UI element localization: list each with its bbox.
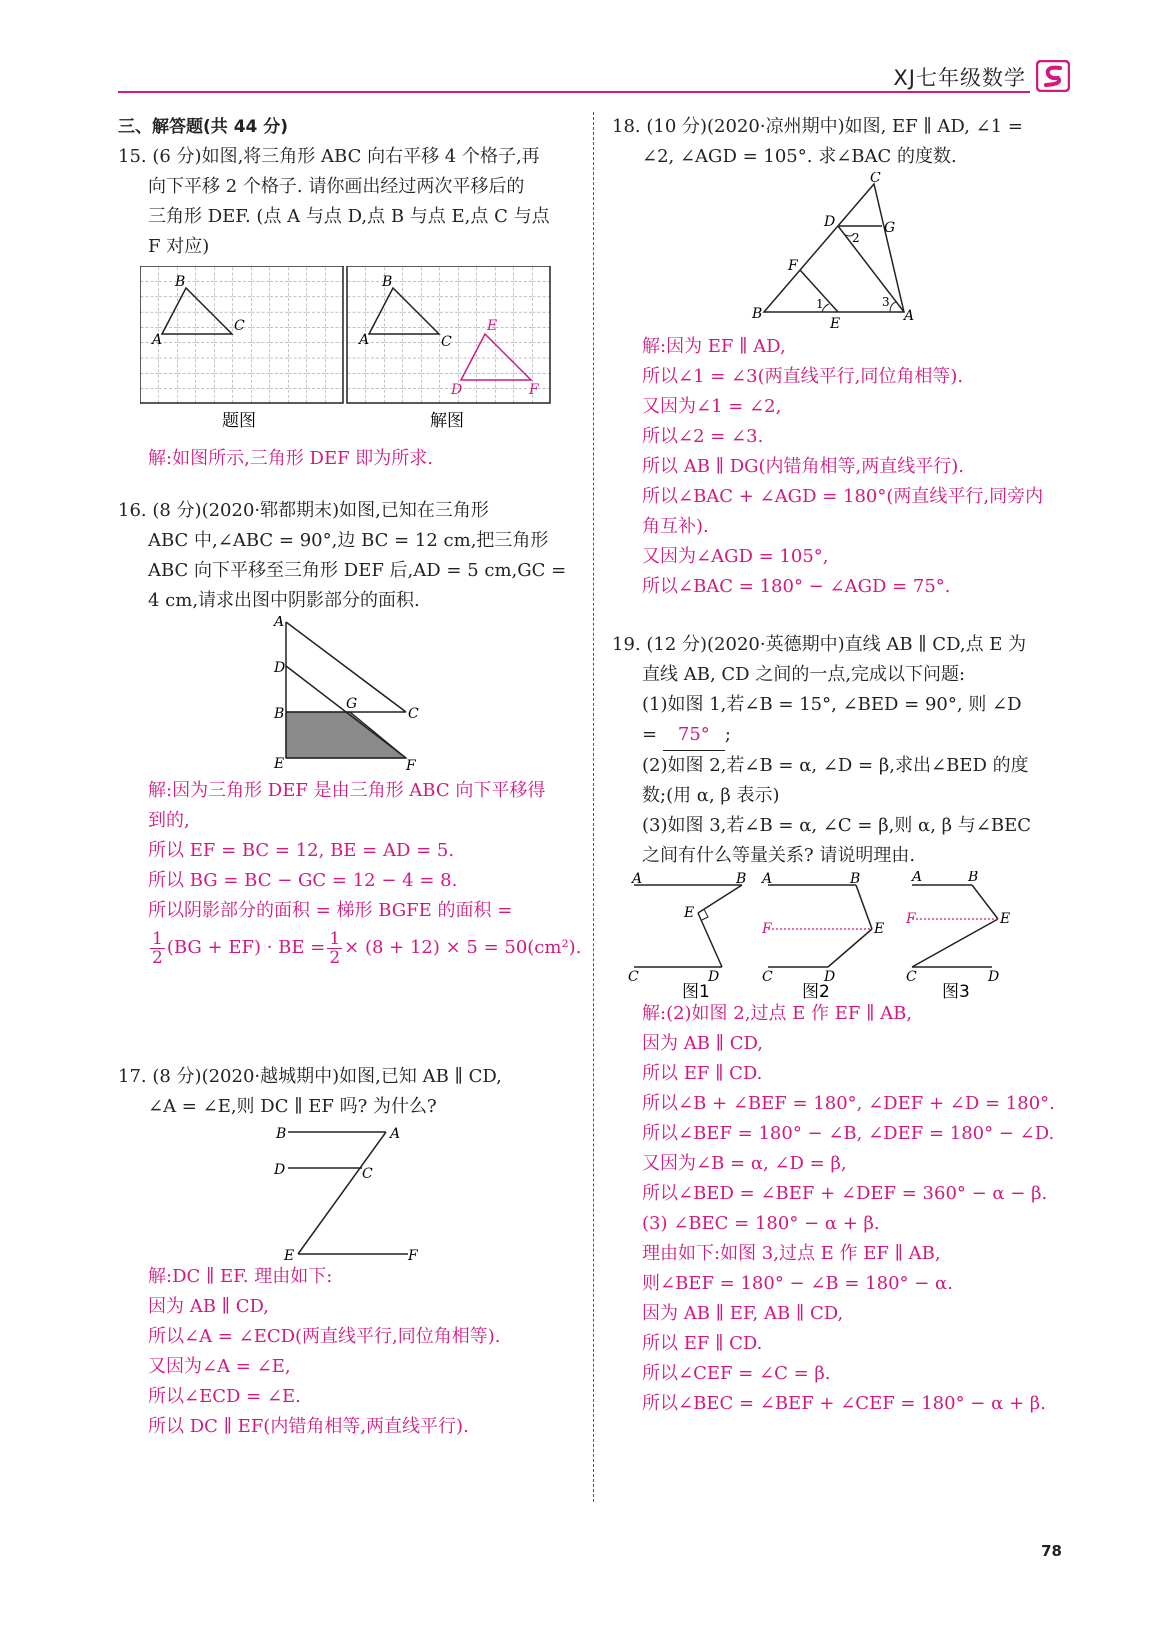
label-e: E: [274, 756, 285, 772]
q18-line: 18. (10 分)(2020·凉州期中)如图, EF ∥ AD, ∠1 =: [612, 116, 1023, 137]
fraction: $\frac{1}{2}$: [329, 928, 341, 968]
q16-line: 16. (8 分)(2020·郓都期末)如图,已知在三角形: [118, 500, 489, 521]
label-d: D: [824, 214, 836, 230]
question-15: [118, 142, 578, 474]
q19-line: (3)如图 3,若∠B = α, ∠C = β,则 α, β 与∠BEC: [642, 815, 1032, 836]
q15-solution-grid: [347, 266, 550, 403]
q16-answer-line: 到的,: [148, 810, 190, 831]
label-c: C: [234, 318, 245, 334]
q16-answer-final: $\frac{1}{2}$ (BG + EF) · BE = $\frac{1}{2}$ × (8 + 12) × 5 = 50(cm²).: [152, 928, 582, 968]
q18-figure: [612, 172, 1077, 332]
q18-answer-line: 所以 AB ∥ DG(内错角相等,两直线平行).: [642, 456, 965, 477]
label-a: A: [359, 332, 370, 348]
label-c: C: [408, 706, 419, 722]
q18-answer-line: 所以∠1 = ∠3(两直线平行,同位角相等).: [642, 366, 964, 387]
q19-answer-line: 所以∠BEC = ∠BEF + ∠CEF = 180° − α + β.: [642, 1393, 1046, 1414]
header-rule: [118, 91, 1030, 93]
label-c: C: [906, 969, 917, 985]
label-g: G: [346, 696, 358, 712]
label-b: B: [752, 306, 763, 322]
label-b: B: [382, 274, 393, 290]
label-d: D: [988, 969, 1000, 985]
q15-caption-left: 题图: [222, 411, 256, 431]
q19-answer-line: 所以 EF ∥ CD.: [642, 1333, 763, 1354]
q19-answer-line: 所以∠BED = ∠BEF + ∠DEF = 360° − α − β.: [642, 1183, 1048, 1204]
label-c: C: [628, 969, 639, 985]
q19-answer-line: 所以∠CEF = ∠C = β.: [642, 1363, 831, 1384]
label-b: B: [274, 706, 285, 722]
label-f: F: [788, 258, 798, 274]
label-b: B: [175, 274, 186, 290]
q16-answer-line: 所以 EF = BC = 12, BE = AD = 5.: [148, 840, 455, 861]
fig-caption: 图3: [942, 982, 970, 999]
q16-answer-line: 解:因为三角形 DEF 是由三角形 ABC 向下平移得: [148, 780, 546, 801]
s-logo-icon: [1036, 60, 1070, 92]
q19-answer-line: 所以∠B + ∠BEF = 180°, ∠DEF + ∠D = 180°.: [642, 1093, 1055, 1114]
q19-line: (2)如图 2,若∠B = α, ∠D = β,求出∠BED 的度: [642, 755, 1029, 776]
label-f: F: [762, 921, 772, 937]
q19-line: 19. (12 分)(2020·英德期中)直线 AB ∥ CD,点 E 为: [612, 634, 1027, 655]
q15-line: 15. (6 分)如图,将三角形 ABC 向右平移 4 个格子,再: [118, 146, 540, 167]
q18-answer-line: 又因为∠1 = ∠2,: [642, 396, 782, 417]
label-e: E: [830, 316, 841, 332]
q18-answer-line: 又因为∠AGD = 105°,: [642, 546, 829, 567]
q19-blank-line: = 75° ;: [612, 720, 1077, 751]
q19-line: 数;(用 α, β 表示): [642, 785, 780, 806]
label-b: B: [276, 1126, 287, 1142]
angle-1-label: 1: [816, 297, 824, 311]
q16-line: ABC 向下平移至三角形 DEF 后,AD = 5 cm,GC =: [148, 560, 567, 581]
q17-line: ∠A = ∠E,则 DC ∥ EF 吗? 为什么?: [148, 1096, 437, 1117]
q19-line: (1)如图 1,若∠B = 15°, ∠BED = 90°, 则 ∠D: [642, 694, 1022, 715]
q19-line: 之间有什么等量关系? 请说明理由.: [642, 845, 916, 866]
left-column: [118, 112, 582, 1442]
q17-line: 17. (8 分)(2020·越城期中)如图,已知 AB ∥ CD,: [118, 1066, 502, 1087]
fraction: $\frac{1}{2}$: [152, 928, 163, 968]
q15-grid-figures: [140, 266, 570, 438]
q18-answer-line: 角互补).: [642, 516, 709, 537]
q19-answer-line: 所以 EF ∥ CD.: [642, 1063, 763, 1084]
label-e: E: [1000, 911, 1011, 927]
label-c: C: [870, 172, 881, 186]
question-17: [118, 1062, 578, 1442]
q18-answer-line: 所以∠BAC = 180° − ∠AGD = 75°.: [642, 576, 951, 597]
right-column: [612, 112, 1077, 1419]
q17-answer-line: 解:DC ∥ EF. 理由如下:: [148, 1266, 333, 1287]
label-b: B: [850, 871, 861, 887]
label-f: F: [906, 911, 916, 927]
label-b: B: [968, 871, 979, 885]
q15-problem-grid: [140, 266, 343, 403]
label-d: D: [824, 969, 836, 985]
angle-3-label: 3: [882, 295, 890, 309]
q18-answer-line: 所以∠2 = ∠3.: [642, 426, 764, 447]
q16-line: 4 cm,请求出图中阴影部分的面积.: [148, 590, 420, 611]
q19-answer-line: 解:(2)如图 2,过点 E 作 EF ∥ AB,: [642, 1003, 913, 1024]
label-f: F: [408, 1248, 418, 1262]
q16-answer-line: 所以 BG = BC − GC = 12 − 4 = 8.: [148, 870, 458, 891]
label-e: E: [874, 921, 885, 937]
q18-answer-line: 解:因为 EF ∥ AD,: [642, 336, 786, 357]
label-f: F: [529, 382, 539, 398]
q16-line: ABC 中,∠ABC = 90°,边 BC = 12 cm,把三角形: [148, 530, 549, 551]
page-number: 78: [1041, 1542, 1062, 1560]
q17-answer-line: 又因为∠A = ∠E,: [148, 1356, 291, 1377]
q17-answer-line: 所以 DC ∥ EF(内错角相等,两直线平行).: [148, 1416, 469, 1437]
label-e: E: [684, 905, 695, 921]
q15-line: F 对应): [148, 236, 210, 257]
question-16: [118, 496, 582, 970]
fig-caption: 图1: [682, 982, 710, 999]
q19-answer-line: 所以∠BEF = 180° − ∠B, ∠DEF = 180° − ∠D.: [642, 1123, 1055, 1144]
label-a: A: [152, 332, 163, 348]
q18-answer-line: 所以∠BAC + ∠AGD = 180°(两直线平行,同旁内: [642, 486, 1044, 507]
label-d: D: [708, 969, 720, 985]
label-c: C: [362, 1166, 373, 1182]
q19-answer-line: (3) ∠BEC = 180° − α + β.: [642, 1213, 880, 1234]
q18-line: ∠2, ∠AGD = 105°. 求∠BAC 的度数.: [642, 146, 957, 167]
label-d: D: [274, 660, 286, 676]
label-a: A: [904, 308, 915, 324]
q17-answer-line: 所以∠ECD = ∠E.: [148, 1386, 301, 1407]
q19-figure-1: [628, 871, 746, 999]
q15-line: 三角形 DEF. (点 A 与点 D,点 B 与点 E,点 C 与点: [148, 206, 550, 227]
column-divider: [593, 112, 594, 1502]
q17-answer-line: 因为 AB ∥ CD,: [148, 1296, 269, 1317]
q19-figures: [612, 871, 1077, 999]
q19-line: 直线 AB, CD 之间的一点,完成以下问题:: [642, 664, 966, 685]
header-title: XJ七年级数学: [893, 66, 1026, 90]
q19-figure-2: [760, 871, 884, 999]
q15-answer: 解:如图所示,三角形 DEF 即为所求.: [148, 448, 434, 469]
label-d: D: [451, 382, 463, 398]
label-f: F: [406, 758, 416, 774]
q19-answer-line: 又因为∠B = α, ∠D = β,: [642, 1153, 847, 1174]
fig-caption: 图2: [802, 982, 830, 999]
label-d: D: [274, 1162, 286, 1178]
q17-answer-line: 所以∠A = ∠ECD(两直线平行,同位角相等).: [148, 1326, 501, 1347]
q15-caption-right: 解图: [430, 411, 464, 431]
label-g: G: [884, 220, 896, 236]
section-title: 三、解答题(共 44 分): [118, 117, 289, 137]
label-a: A: [762, 871, 773, 887]
question-18: [612, 112, 1077, 602]
label-a: A: [274, 616, 285, 630]
q16-answer-line: 所以阴影部分的面积 = 梯形 BGFE 的面积 =: [148, 900, 513, 921]
q19-answer-line: 则∠BEF = 180° − ∠B = 180° − α.: [642, 1273, 953, 1294]
label-e: E: [284, 1248, 295, 1262]
angle-2-label: 2: [852, 231, 860, 245]
label-a: A: [912, 871, 923, 885]
shaded-trapezoid: [286, 712, 406, 758]
answer-blank: 75°: [663, 720, 725, 751]
q19-answer-line: 因为 AB ∥ CD,: [642, 1033, 763, 1054]
q19-answer-line: 因为 AB ∥ EF, AB ∥ CD,: [642, 1303, 844, 1324]
q19-answer-line: 理由如下:如图 3,过点 E 作 EF ∥ AB,: [642, 1243, 941, 1264]
page-header: [118, 62, 1070, 92]
label-a: A: [632, 871, 643, 887]
q16-figure: [118, 616, 578, 776]
label-e: E: [487, 318, 498, 334]
label-c: C: [762, 969, 773, 985]
label-c: C: [441, 334, 452, 350]
question-19: [612, 630, 1077, 1419]
label-b: B: [736, 871, 747, 887]
q19-figure-3: [905, 871, 1010, 999]
label-a: A: [390, 1126, 401, 1142]
q17-figure: [118, 1122, 578, 1262]
q15-line: 向下平移 2 个格子. 请你画出经过两次平移后的: [148, 176, 525, 197]
